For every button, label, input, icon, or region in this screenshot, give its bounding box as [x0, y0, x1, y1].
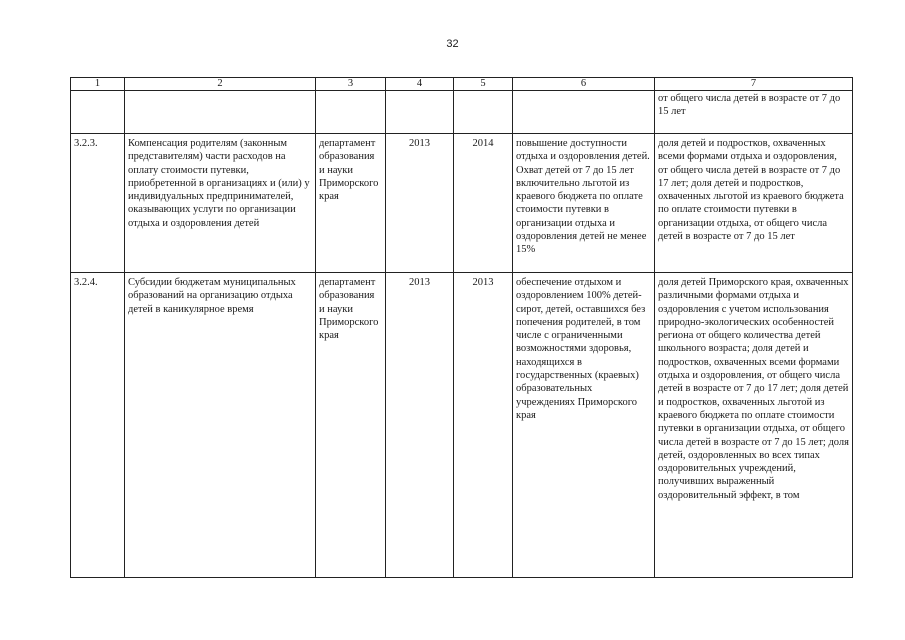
page-number: 32 — [446, 38, 459, 50]
column-number: 7 — [655, 78, 853, 91]
empty-cell — [454, 91, 513, 134]
end-year: 2013 — [454, 273, 513, 578]
column-number: 5 — [454, 78, 513, 91]
column-number: 2 — [125, 78, 316, 91]
indicators-cell: от общего числа детей в возрасте от 7 до 15 лет — [655, 91, 853, 134]
start-year: 2013 — [386, 134, 454, 273]
column-number: 4 — [386, 78, 454, 91]
expected-result: повышение доступности отдыха и оздоровления детей. Охват детей от 7 до 15 лет включительно льготой из краевого бюджета по оплате стоимости путевки в организации отдыха и оздоровления детей не менее 15% — [513, 134, 655, 273]
empty-cell — [71, 91, 125, 134]
empty-cell — [386, 91, 454, 134]
item-number: 3.2.4. — [71, 273, 125, 578]
column-number: 1 — [71, 78, 125, 91]
executor-cell: департамент образования и науки Приморского края — [316, 273, 386, 578]
measure-name: Субсидии бюджетам муниципальных образований на организацию отдыха детей в каникулярное время — [125, 273, 316, 578]
empty-cell — [125, 91, 316, 134]
measures-table — [70, 77, 853, 578]
indicators-cell: доля детей Приморского края, охваченных различными формами отдыха и оздоровления с учетом использования природно-экологических особенностей региона от общего количества детей школьного возраста; доля детей и подростков, охваченных всеми формами отдыха и оздоровления, от общего числа детей в возрасте от 7 до 17 лет; доля детей и подростков, охваченных льготой из краевого бюджета по оплате стоимости путевки в организации отдыха, от общего числа детей в возрасте от 7 до 15 лет; доля детей, оздоровленных во всех типах оздоровительных учреждений, получивших выраженный оздоровительный эффект, в том — [655, 273, 853, 578]
expected-result: обеспечение отдыхом и оздоровлением 100% детей-сирот, детей, оставшихся без попечения родителей, в том числе с ограниченными возможностями здоровья, находящихся в государственных (краевых) образовательных учреждениях Приморского края — [513, 273, 655, 578]
empty-cell — [513, 91, 655, 134]
indicators-cell: доля детей и подростков, охваченных всеми формами отдыха и оздоровления, от общего числа детей в возрасте от 7 до 17 лет; доля детей и подростков, охваченных льготой из краевого бюджета по оплате стоимости путевки в организации отдыха, от общего числа детей в возрасте от 7 до 15 лет — [655, 134, 853, 273]
measure-name: Компенсация родителям (законным представителям) части расходов на оплату стоимости путевки, приобретенной в организациях и (или) у индивидуальных предпринимателей, оказывающих услуги по организации отдыха и оздоровления детей — [125, 134, 316, 273]
start-year: 2013 — [386, 273, 454, 578]
table-row — [71, 134, 853, 273]
column-number: 6 — [513, 78, 655, 91]
end-year: 2014 — [454, 134, 513, 273]
table-row — [71, 273, 853, 578]
item-number: 3.2.3. — [71, 134, 125, 273]
column-number-row — [71, 78, 853, 91]
empty-cell — [316, 91, 386, 134]
executor-cell: департамент образования и науки Приморского края — [316, 134, 386, 273]
continuation-row — [71, 91, 853, 134]
column-number: 3 — [316, 78, 386, 91]
